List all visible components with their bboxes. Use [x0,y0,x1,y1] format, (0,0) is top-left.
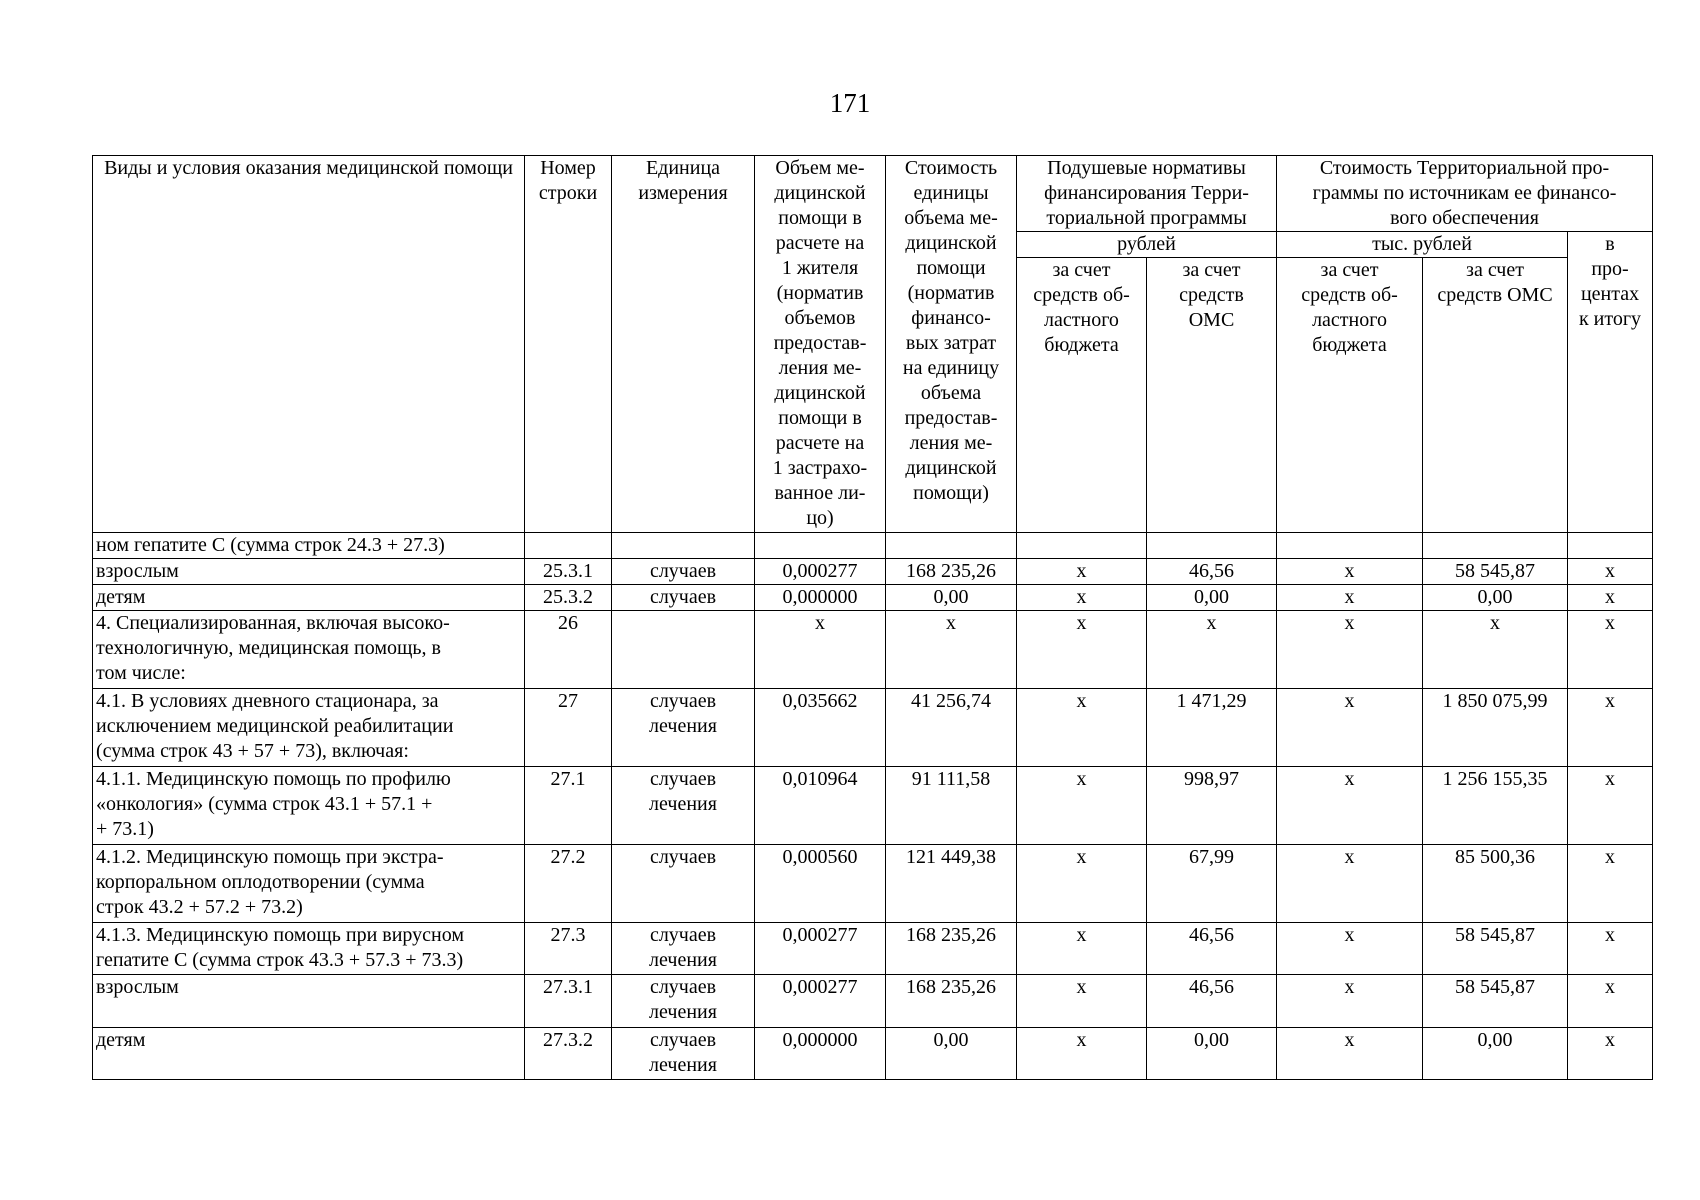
cell-norm-oms: 0,00 [1147,585,1277,611]
cell-percent: х [1568,1028,1653,1080]
table-row [93,559,1653,585]
cell-name: 4.1.3. Медицинскую помощь при вирусном гепатите С (сумма строк 43.3 + 57.3 + 73.3) [93,923,525,975]
cell-name: взрослым [93,559,525,585]
cell-norm-budget: х [1017,767,1147,845]
cell-num: 27.3.1 [525,975,612,1028]
cell-norm-budget [1017,533,1147,559]
cell-percent: х [1568,767,1653,845]
header-regional-budget: за счет средств об- ластного бюджета [1017,258,1147,533]
cell-norm-budget: х [1017,585,1147,611]
table-row [93,611,1653,689]
cell-norm-budget: х [1017,975,1147,1028]
cell-norm-oms [1147,533,1277,559]
cell-norm-budget: х [1017,845,1147,923]
cell-norm-oms: 1 471,29 [1147,689,1277,767]
cell-volume: х [755,611,886,689]
cell-num: 26 [525,611,612,689]
cell-name: детям [93,585,525,611]
table-row [93,767,1653,845]
cell-norm-budget: х [1017,559,1147,585]
cell-norm-budget: х [1017,923,1147,975]
cell-unit [612,611,755,689]
header-kinds: Виды и условия оказания медицинской помощи [93,156,525,533]
cell-percent [1568,533,1653,559]
cell-num: 27.3.2 [525,1028,612,1080]
table-row [93,689,1653,767]
cell-name: 4. Специализированная, включая высоко- технологичную, медицинская помощь, в том числе: [93,611,525,689]
cell-total-oms: 85 500,36 [1423,845,1568,923]
table-row [93,975,1653,1028]
page-number: 171 [829,88,871,118]
header-rubles: рублей [1017,232,1277,258]
cell-norm-budget: х [1017,1028,1147,1080]
cell-name: 4.1.2. Медицинскую помощь при экстра- корпоральном оплодотворении (сумма строк 43.2 + 57.2 + 73.2) [93,845,525,923]
header-regional-budget-2: за счет средств об- ластного бюджета [1277,258,1423,533]
header-volume: Объем ме- дицинской помощи в расчете на 1 жителя (норматив объемов предостав- ления ме- дицинской помощи в расчете на 1 застрахо- ванное ли- цо) [755,156,886,533]
cell-total-oms: 1 256 155,35 [1423,767,1568,845]
table-body [93,533,1653,1080]
cell-total-budget: х [1277,585,1423,611]
cell-volume: 0,035662 [755,689,886,767]
cell-unit: случаев [612,559,755,585]
table-row [93,585,1653,611]
cell-total-budget: х [1277,689,1423,767]
cell-total-oms: 1 850 075,99 [1423,689,1568,767]
cell-volume: 0,010964 [755,767,886,845]
cell-name: 4.1.1. Медицинскую помощь по профилю «онкология» (сумма строк 43.1 + 57.1 + + 73.1) [93,767,525,845]
header-oms: за счет средств ОМС [1147,258,1277,533]
cell-unit: случаев [612,845,755,923]
cell-norm-budget: х [1017,611,1147,689]
cell-num: 27.2 [525,845,612,923]
cell-unit: случаев [612,585,755,611]
cell-unit: случаев лечения [612,1028,755,1080]
cell-percent: х [1568,975,1653,1028]
cell-volume: 0,000000 [755,1028,886,1080]
cell-norm-oms: 46,56 [1147,559,1277,585]
cell-total-budget [1277,533,1423,559]
header-per-capita: Подушевые нормативы финансирования Терри- ториальной программы [1017,156,1277,232]
header-row-number: Номер строки [525,156,612,533]
cell-volume [755,533,886,559]
cell-norm-oms: 46,56 [1147,923,1277,975]
cell-norm-oms: 0,00 [1147,1028,1277,1080]
cell-cost: 168 235,26 [886,923,1017,975]
cell-volume: 0,000277 [755,923,886,975]
table-row [93,845,1653,923]
cell-total-oms: 58 545,87 [1423,923,1568,975]
cell-num: 27.1 [525,767,612,845]
cell-cost: 121 449,38 [886,845,1017,923]
cell-num: 25.3.2 [525,585,612,611]
cell-cost: 168 235,26 [886,559,1017,585]
cell-total-budget: х [1277,611,1423,689]
cell-unit: случаев лечения [612,689,755,767]
cell-cost: 41 256,74 [886,689,1017,767]
cell-total-budget: х [1277,559,1423,585]
cell-unit: случаев лечения [612,767,755,845]
financing-table [92,155,1653,1080]
cell-total-budget: х [1277,845,1423,923]
cell-unit [612,533,755,559]
cell-volume: 0,000277 [755,975,886,1028]
header-unit-cost: Стоимость единицы объема ме- дицинской помощи (норматив финансо- вых затрат на единицу объема предостав- ления ме- дицинской помощи) [886,156,1017,533]
cell-norm-oms: 998,97 [1147,767,1277,845]
cell-num: 25.3.1 [525,559,612,585]
cell-percent: х [1568,559,1653,585]
table-header [93,156,1653,533]
cell-total-oms: 0,00 [1423,585,1568,611]
cell-cost [886,533,1017,559]
cell-cost: 0,00 [886,585,1017,611]
header-oms-2: за счет средств ОМС [1423,258,1568,533]
header-percent: в про- центах к итогу [1568,232,1653,533]
table-row [93,1028,1653,1080]
table-row [93,533,1653,559]
header-program-cost: Стоимость Территориальной про- граммы по источникам ее финансо- вого обеспечения [1277,156,1653,232]
cell-num: 27.3 [525,923,612,975]
cell-name: взрослым [93,975,525,1028]
cell-percent: х [1568,845,1653,923]
cell-total-oms: 0,00 [1423,1028,1568,1080]
cell-volume: 0,000277 [755,559,886,585]
cell-volume: 0,000560 [755,845,886,923]
cell-volume: 0,000000 [755,585,886,611]
cell-total-budget: х [1277,975,1423,1028]
cell-total-oms [1423,533,1568,559]
cell-name: 4.1. В условиях дневного стационара, за исключением медицинской реабилитации (сумма строк 43 + 57 + 73), включая: [93,689,525,767]
cell-cost: 91 111,58 [886,767,1017,845]
cell-percent: х [1568,611,1653,689]
cell-name: детям [93,1028,525,1080]
cell-total-budget: х [1277,767,1423,845]
cell-norm-oms: 67,99 [1147,845,1277,923]
cell-cost: х [886,611,1017,689]
header-thousand-rubles: тыс. рублей [1277,232,1568,258]
cell-percent: х [1568,923,1653,975]
cell-percent: х [1568,689,1653,767]
cell-norm-budget: х [1017,689,1147,767]
cell-unit: случаев лечения [612,975,755,1028]
cell-cost: 0,00 [886,1028,1017,1080]
cell-norm-oms: х [1147,611,1277,689]
cell-num: 27 [525,689,612,767]
table-row [93,923,1653,975]
cell-total-budget: х [1277,923,1423,975]
cell-total-oms: 58 545,87 [1423,559,1568,585]
cell-num [525,533,612,559]
cell-total-oms: х [1423,611,1568,689]
header-unit: Единица измерения [612,156,755,533]
cell-cost: 168 235,26 [886,975,1017,1028]
cell-total-oms: 58 545,87 [1423,975,1568,1028]
cell-percent: х [1568,585,1653,611]
cell-total-budget: х [1277,1028,1423,1080]
cell-norm-oms: 46,56 [1147,975,1277,1028]
cell-name: ном гепатите С (сумма строк 24.3 + 27.3) [93,533,525,559]
cell-unit: случаев лечения [612,923,755,975]
